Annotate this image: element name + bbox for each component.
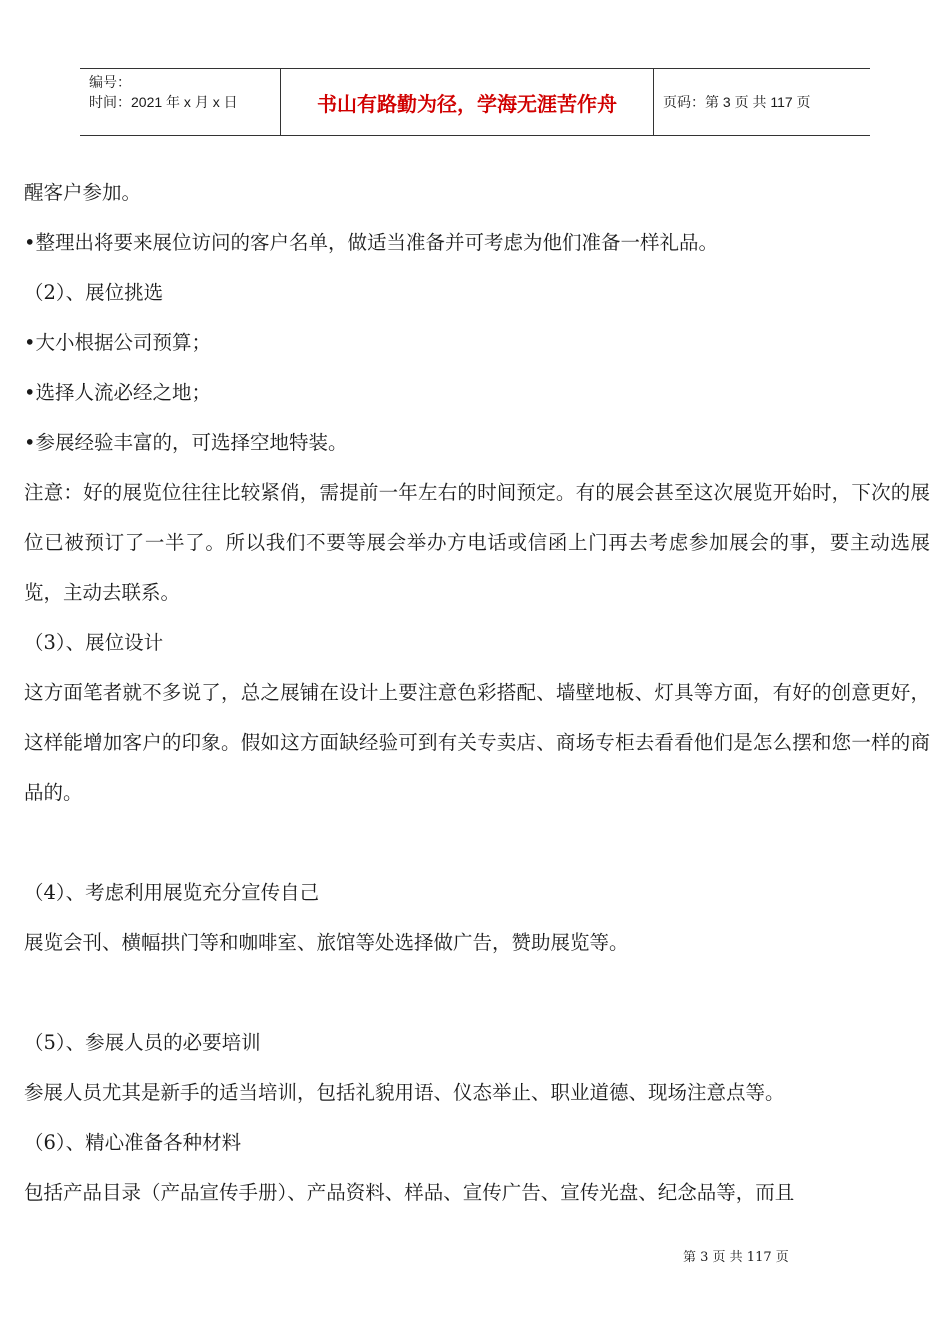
- footer-page-number: 第 3 页 共 117 页: [683, 1250, 789, 1265]
- paragraph: 醒客户参加。: [24, 181, 142, 204]
- header-page-cell: [654, 69, 870, 135]
- page-info: 页码：第 3 页 共 117 页: [663, 94, 811, 110]
- section-heading: （6）、精心准备各种材料: [24, 1131, 242, 1154]
- motto-text: 书山有路勤为径，学海无涯苦作舟: [317, 91, 617, 116]
- paragraph: 参展人员尤其是新手的适当培训，包括礼貌用语、仪态举止、职业道德、现场注意点等。: [24, 1081, 785, 1104]
- bullet-item: •整理出将要来展位访问的客户名单，做适当准备并可考虑为他们准备一样礼品。: [24, 231, 719, 254]
- blank-line: [24, 818, 930, 868]
- bullet-item: •选择人流必经之地；: [24, 381, 212, 404]
- header-meta-cell: [80, 69, 281, 135]
- page-footer: [683, 1246, 789, 1265]
- section-heading: （5）、参展人员的必要培训: [24, 1031, 261, 1054]
- header-motto-cell: [281, 69, 654, 135]
- number-label: 编号：: [89, 74, 131, 90]
- paragraph: 展览会刊、横幅拱门等和咖啡室、旅馆等处选择做广告，赞助展览等。: [24, 931, 629, 954]
- paragraph: 这方面笔者就不多说了，总之展铺在设计上要注意色彩搭配、墙壁地板、灯具等方面，有好的创意更好，这样能增加客户的印象。假如这方面缺经验可到有关专卖店、商场专柜去看看他们是怎么摆和您一样的商品的。: [24, 681, 930, 804]
- page-header: [80, 68, 870, 136]
- paragraph: 包括产品目录（产品宣传手册）、产品资料、样品、宣传广告、宣传光盘、纪念品等，而且: [24, 1181, 795, 1204]
- blank-line: [24, 968, 930, 1018]
- section-heading: （2）、展位挑选: [24, 281, 164, 304]
- document-body: [24, 168, 930, 1218]
- paragraph: 注意：好的展览位往往比较紧俏，需提前一年左右的时间预定。有的展会甚至这次展览开始时，下次的展位已被预订了一半了。所以我们不要等展会举办方电话或信函上门再去考虑参加展会的事，要主动选展览，主动去联系。: [24, 481, 930, 604]
- bullet-item: •大小根据公司预算；: [24, 331, 212, 354]
- bullet-item: •参展经验丰富的，可选择空地特装。: [24, 431, 348, 454]
- time-label: 时间：2021 年 x 月 x 日: [89, 94, 238, 110]
- section-heading: （3）、展位设计: [24, 631, 164, 654]
- section-heading: （4）、考虑利用展览充分宣传自己: [24, 881, 320, 904]
